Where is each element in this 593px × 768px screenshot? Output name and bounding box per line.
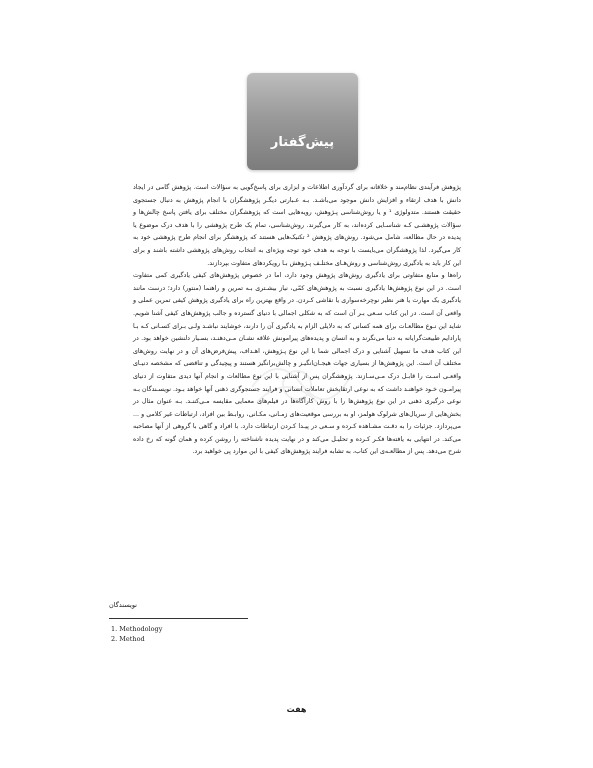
preface-paragraph-2: راه‌ها و منابع متفاوتی برای یادگیری روش‌های پژوهش وجود دارد، اما در خصوص پژوهش‌های کیفی یادگیری کمی متفاوت است. در این نوع پژوهش‌ها یادگیری نسبت به پژوهش‌های کمّی، نیاز بیشـتری بـه تمرین و راهنما (منتور) دارد؛ درست مانند یادگیری یک مهارت یا هنر نظیر نوچرخه‌سواری یا نقاشی کـردن. در واقع بهترین راه برای یادگیری پژوهش کیفی تمرین عملی و واقعی آن است. در این کتاب سـعی بـر آن است که به شکلی اجمالی با دنیای گسترده و جالب پژوهش‌های کیفی آشنا شویم. شاید این نـوع مطالعـات برای همه کسانی که به دلایلی الزام به یادگیری آن را دارند، خوشایند نباشـد ولـی بـرای کسـانی کـه بـا پارادایم طبیعت‌گرایانه به دنیا می‌نگرند و به انسان و پدیده‌های پیرامونش علاقه نشـان مـی‌دهنـد، بسـیار دلنشین خواهد بود. در این کتاب هدف ما تسهیل آشنایی و درک اجمالی شما با این نوع پـژوهش، اهـداف، پیش‌فرض‌های آن و در نهایت روش‌های مختلف آن است. این پژوهش‌ها از بسیاری جهات هیجـان‌انگیـز و چالش‌برانگیز هستند و پیچیدگی و تناقضی که مشخصه دنیـای واقعـی اسـت را قابـل درک مـی‌سـازند. پژوهشگران پس از آشنایی با این نوع مطالعات و انجام آنها دیدی متفاوت از دنیای پیرامـون خـود خواهنـد داشت که به نوعی ارتقابخش تعاملات انسانی و فرایند جستجوگری ذهنی آنها خواهد بـود. نویسـندگان بـه نوعی درگیری ذهنی در این نوع پژوهش‌ها را با روش کارآگاه‌ها در فیلم‌های معمایی مقایسه مـی‌کننـد. بـه عنوان مثال در بخش‌هایی از سریال‌های شرلوک هولمز، او به بررسی موقعیت‌های زمـانی، مکـانی، روابـط بین افراد، ارتباطات غیر کلامی و ... می‌پردازد. جزئیات را به دقـت مشـاهده کـرده و سـعی در پیـدا کـردن ارتباطات دارد. با افراد و گاهی با گروهی از آنها مصاحبه می‌کند. در انتهایی به یافته‌ها فکـر کـرده و تحلیـل می‌کند و در نهایت پدیده ناشناخته را روشن کرده و همان گونه که رخ داده شرح می‌دهد. پس از مطالعـه‌ی این کتاب، به تشابه فرایند پژوهش‌های کیفی با این موارد پی خواهید برد.	[133, 272, 461, 456]
preface-paragraph-1: پژوهش فرآیندی نظام‌مند و خلاقانه برای گردآوری اطلاعات و ابزاری برای پاسخ‌گویی به سؤالات است. پژوهش گامی در ایجاد دانش با هدف ارتقاء و افزایش دانش موجود می‌باشـد. بـه عـبارتی دیگـر پژوهشگران با انجام پژوهش به دنبال جستجوی حقیقت هستند. متدولوژی ¹ و یا روش‌شناسی پـژوهش، رویه‌هایی است که پژوهشگران مختلف برای یافتن پاسخ چالش‌ها و سؤالات پژوهشـی کـه شناسـایی کرده‌اند، به کار می‌گیرند. روش‌شناسی، تمام یک طرح پژوهشی را با هدف درک موضوع یا پدیده در حال مطالعه، شامل می‌شود. روش‌های پژوهش ² تکنیک‌هایی هستند که پژوهشگر برای انجام طرح پژوهشی خود به کار می‌گیرد. لذا پژوهشگران می‌بایست با توجه به هدف خود توجه ویژه‌ای به انتخاب روش‌های پژوهشی داشته باشند و برای این کار باید به یادگیری روش‌شناسی و روش‌هـای مختلـف پـژوهش بـا رویکردهای متفاوت بپردازند.	[133, 184, 462, 267]
preface-body	[133, 182, 461, 459]
footnotes	[111, 624, 162, 644]
footnote-divider	[109, 618, 248, 619]
footnote-2: 2. Method	[111, 635, 145, 643]
page-number: هفت	[286, 705, 307, 714]
authors-signature: نویسندگان	[109, 601, 137, 609]
chapter-title-banner	[247, 73, 358, 170]
chapter-title: پیش‌گفتار	[270, 135, 335, 150]
footnote-1: 1. Methodology	[111, 625, 163, 633]
